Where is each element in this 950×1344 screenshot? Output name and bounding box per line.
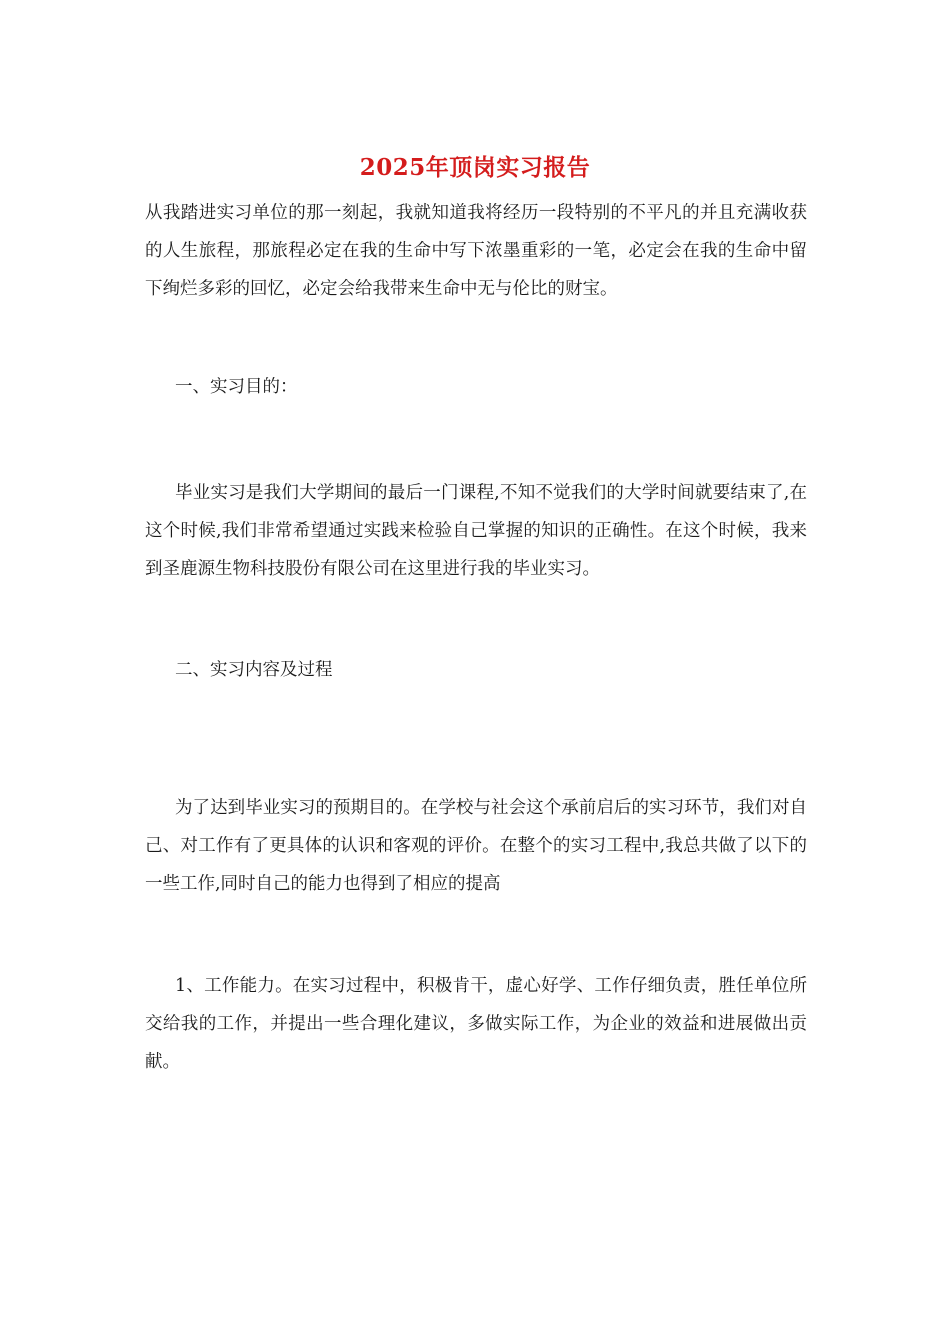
section-heading-purpose: 一、实习目的： — [175, 377, 298, 397]
item-work-ability-paragraph: 1、工作能力。在实习过程中，积极肯干，虚心好学、工作仔细负责，胜任单位所交给我的工作，并提出一些合理化建议，多做实际工作，为企业的效益和进展做出贡献。 — [145, 976, 807, 1072]
purpose-paragraph: 毕业实习是我们大学期间的最后一门课程,不知不觉我们的大学时间就要结束了,在这个时候,我们非常希望通过实践来检验自己掌握的知识的正确性。在这个时候，我来到圣鹿源生物科技股份有限公司在这里进行我的毕业实习。 — [145, 483, 807, 579]
intro-paragraph: 从我踏进实习单位的那一刻起，我就知道我将经历一段特别的不平凡的并且充满收获的人生旅程，那旅程必定在我的生命中写下浓墨重彩的一笔，必定会在我的生命中留下绚烂多彩的回忆，必定会给我带来生命中无与伦比的财宝。 — [145, 203, 807, 299]
section-heading-content: 二、实习内容及过程 — [175, 660, 333, 680]
content-paragraph: 为了达到毕业实习的预期目的。在学校与社会这个承前启后的实习环节，我们对自己、对工作有了更具体的认识和客观的评价。在整个的实习工程中,我总共做了以下的一些工作,同时自己的能力也得到了相应的提高 — [145, 798, 807, 894]
page-title: 2025年顶岗实习报告 — [359, 154, 591, 181]
